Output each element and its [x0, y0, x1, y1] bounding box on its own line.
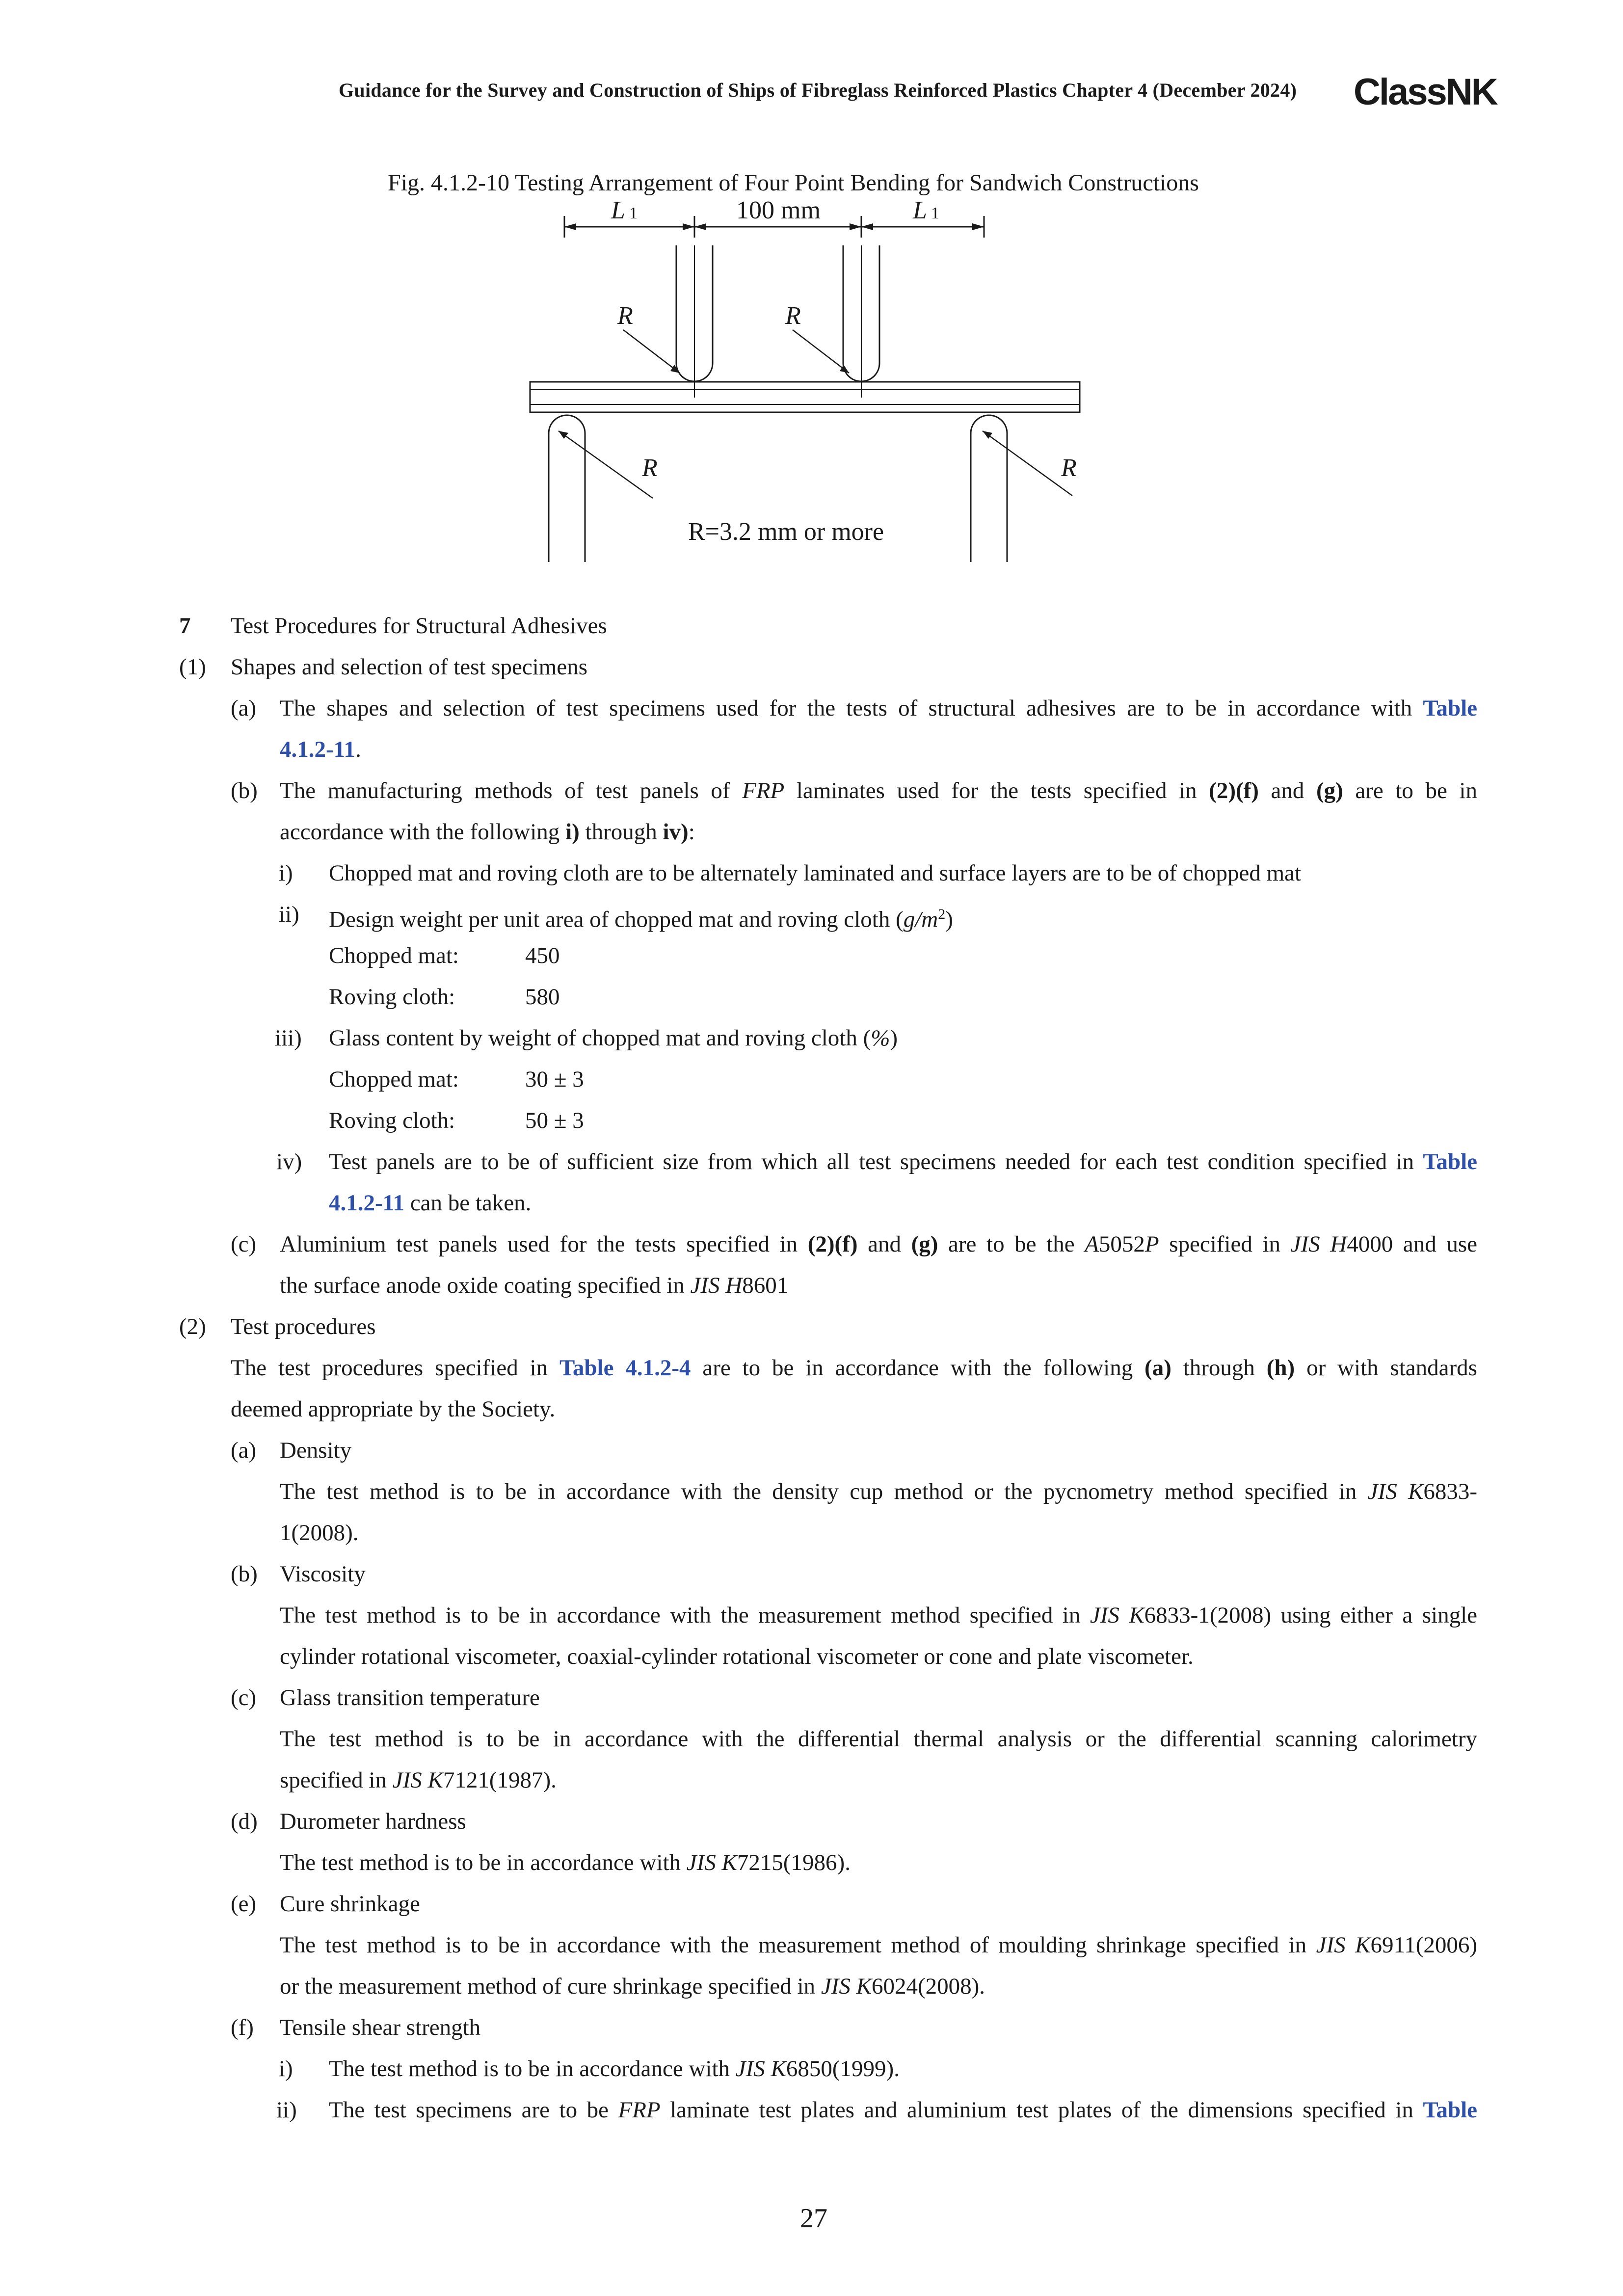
- value: 450: [525, 943, 560, 968]
- paragraph-line: The test procedures specified in Table 4.1.2-4 are to be in accordance with the following (a) through (h) or with standards: [231, 1355, 1477, 1381]
- paragraph-line: accordance with the following i) through iv):: [280, 819, 695, 845]
- paragraph-line: specified in JIS K7121(1987).: [280, 1767, 557, 1793]
- item-title: Glass transition temperature: [280, 1685, 540, 1710]
- item-number: (c): [231, 1231, 257, 1257]
- radius-label: R: [1061, 454, 1077, 482]
- paragraph-line: The test method is to be in accordance with the measurement method specified in JIS K6833-1(2008) using either a single: [280, 1602, 1477, 1628]
- paragraph-line: The test method is to be in accordance with JIS K6850(1999).: [329, 2056, 900, 2082]
- section-number: 7: [179, 613, 191, 639]
- value-label: Chopped mat:: [329, 1067, 459, 1092]
- paragraph-line: 1(2008).: [280, 1520, 359, 1546]
- paragraph-line: 4.1.2-11 can be taken.: [329, 1190, 532, 1216]
- radius-label: R: [642, 454, 658, 482]
- running-header: Guidance for the Survey and Construction of Ships of Fibreglass Reinforced Plastics Chapter 4 (December 2024): [339, 79, 1297, 101]
- value-label: Chopped mat:: [329, 943, 459, 968]
- paragraph-line: 4.1.2-11.: [280, 737, 361, 762]
- paragraph-line: The test method is to be in accordance with the density cup method or the pycnometry method specified in JIS K6833-: [280, 1479, 1477, 1504]
- item-number: (d): [231, 1809, 258, 1834]
- subitem-number: iv): [276, 1149, 302, 1175]
- value: 30 ± 3: [525, 1067, 584, 1092]
- paragraph-line: The test method is to be in accordance with the measurement method of moulding shrinkage specified in JIS K6911(2006): [280, 1932, 1477, 1958]
- value-label: Roving cloth:: [329, 1108, 455, 1133]
- paragraph-line: Chopped mat and roving cloth are to be alternately laminated and surface layers are to be of chopped mat: [329, 860, 1302, 886]
- section-title: Test Procedures for Structural Adhesives: [231, 613, 607, 639]
- value: 50 ± 3: [525, 1108, 584, 1133]
- subitem-number: iii): [275, 1025, 302, 1051]
- paragraph-line: cylinder rotational viscometer, coaxial-cylinder rotational viscometer or cone and plate viscometer.: [280, 1644, 1194, 1669]
- dim-l1-right: L: [913, 196, 927, 224]
- sandwich-specimen: [530, 382, 1080, 412]
- paragraph-line: deemed appropriate by the Society.: [231, 1396, 556, 1422]
- paragraph-line: The shapes and selection of test specimens used for the tests of structural adhesives are to be in accordance with Table: [280, 695, 1478, 721]
- item-number: (b): [231, 778, 258, 803]
- item-number: (a): [231, 695, 257, 721]
- dim-100mm: 100 mm: [736, 196, 821, 224]
- paragraph-line: The test specimens are to be FRP laminate test plates and aluminium test plates of the dimensions specified in Table: [329, 2097, 1477, 2123]
- paragraph-line: The test method is to be in accordance with JIS K7215(1986).: [280, 1850, 851, 1875]
- paragraph-line: or the measurement method of cure shrinkage specified in JIS K6024(2008).: [280, 1974, 985, 1999]
- figure-caption: Fig. 4.1.2-10 Testing Arrangement of Four Point Bending for Sandwich Constructions: [388, 170, 1199, 196]
- paragraph-line: Test panels are to be of sufficient size from which all test specimens needed for each test condition specified in Table: [329, 1149, 1478, 1175]
- item-title: Durometer hardness: [280, 1809, 466, 1834]
- paragraph-line: The manufacturing methods of test panels of FRP laminates used for the tests specified in (2)(f) and (g) are to be in: [280, 778, 1477, 803]
- item-number: (e): [231, 1891, 257, 1917]
- paragraph-line: The test method is to be in accordance with the differential thermal analysis or the differential scanning calorimetry: [280, 1726, 1477, 1752]
- page-number: 27: [800, 2203, 827, 2234]
- paragraph-line: the surface anode oxide coating specified in JIS H8601: [280, 1273, 789, 1298]
- clause-number: (2): [179, 1314, 206, 1339]
- item-title: Density: [280, 1438, 352, 1463]
- subitem-number: i): [279, 2056, 293, 2082]
- item-number: (b): [231, 1561, 258, 1587]
- clause-title: Test procedures: [231, 1314, 376, 1339]
- dim-l1-left: L: [611, 196, 625, 224]
- radius-label: R: [785, 302, 801, 330]
- svg-text:1: 1: [931, 204, 939, 222]
- item-number: (f): [231, 2015, 254, 2040]
- item-title: Cure shrinkage: [280, 1891, 420, 1917]
- item-title: Tensile shear strength: [280, 2015, 481, 2040]
- svg-text:1: 1: [629, 204, 638, 222]
- value-label: Roving cloth:: [329, 984, 455, 1010]
- item-number: (c): [231, 1685, 257, 1710]
- clause-number: (1): [179, 654, 206, 680]
- paragraph-line: Glass content by weight of chopped mat and roving cloth (%): [329, 1025, 898, 1051]
- radius-note: R=3.2 mm or more: [688, 518, 884, 546]
- item-number: (a): [231, 1438, 257, 1463]
- item-title: Viscosity: [280, 1561, 366, 1587]
- paragraph-line: Aluminium test panels used for the tests specified in (2)(f) and (g) are to be the A5052P specified in JIS H4000 and use: [280, 1231, 1477, 1257]
- subitem-number: ii): [279, 902, 299, 927]
- four-point-bending-diagram: [510, 196, 1119, 569]
- paragraph-line: Design weight per unit area of chopped mat and roving cloth $(g/m^2)$: [329, 906, 953, 933]
- classnk-logo: ClassNK: [1354, 71, 1497, 113]
- subitem-number: i): [279, 860, 293, 886]
- subitem-number: ii): [276, 2097, 297, 2123]
- value: 580: [525, 984, 560, 1010]
- clause-title: Shapes and selection of test specimens: [231, 654, 588, 680]
- radius-label: R: [617, 302, 633, 330]
